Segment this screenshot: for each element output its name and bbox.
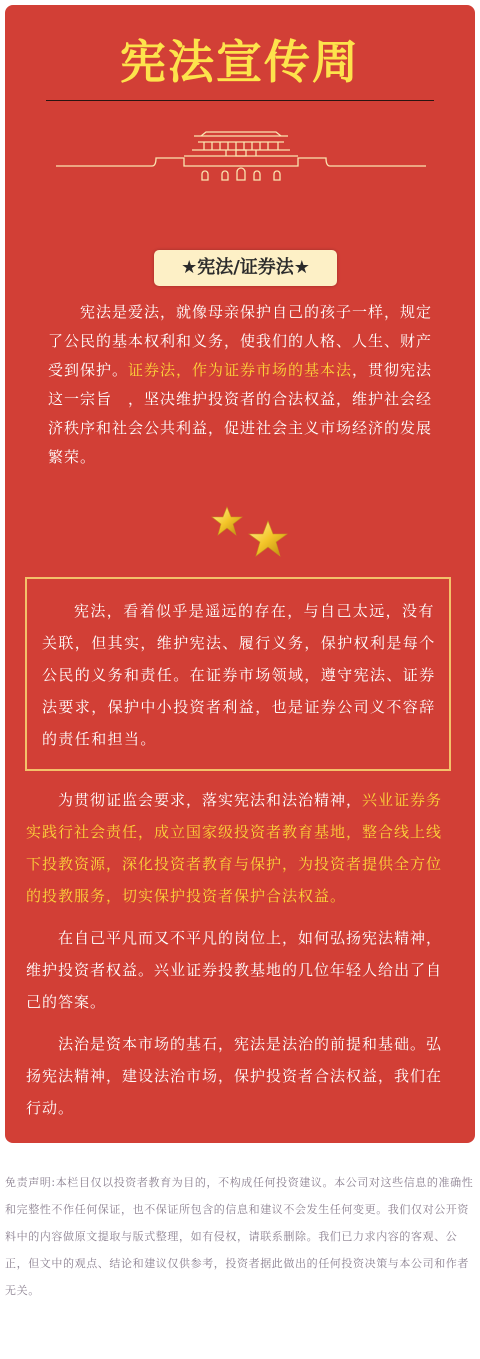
body-1-highlight: 兴业证券务实践行社会责任，成立国家级投资者教育基地，整合线上线下投教资源，深化投资者教育与保护，为投资者提供全方位的投教服务，切实保护投资者保护合法权益。 <box>26 791 443 905</box>
intro-text-b: ，贯彻宪法这一宗旨 ，坚决维护投资者的合法权益，维护社会经济秩序和社会公共利益，促进社会主义市场经济的发展繁荣。 <box>48 361 433 466</box>
tiananmen-gate-icon <box>56 128 426 184</box>
page-title: 宪法宣传周 <box>120 35 360 89</box>
section-tag: ★宪法/证券法★ <box>154 250 337 286</box>
quote-text: 宪法，看着似乎是遥远的存在，与自己太远，没有关联，但其实，维护宪法、履行义务，保护权利是每个公民的义务和责任。在证券市场领域，遵守宪法、证券法要求，保护中小投资者利益，也是证券公司义不容辞的责任和担当。 <box>42 602 436 748</box>
body-paragraph-2 <box>26 922 456 1018</box>
disclaimer-text: 免责声明:本栏目仅以投资者教育为目的，不构成任何投资建议。本公司对这些信息的准确性和完整性不作任何保证，也不保证所包含的信息和建议不会发生任何变更。我们仅对公开资料中的内容做原文提取与版式整理，如有侵权，请联系删除。我们已力求内容的客观、公正，但文中的观点、结论和建议仅供参考，投资者据此做出的任何投资决策与本公司和作者无关。 <box>5 1176 474 1297</box>
body-paragraph-1 <box>26 784 456 912</box>
intro-highlight: 证券法，作为证券市场的基本法 <box>128 361 353 379</box>
body-1-text: 为贯彻证监会要求，落实宪法和法治精神， <box>58 791 363 809</box>
gold-star-icon <box>210 505 290 565</box>
title-divider <box>46 100 434 101</box>
body-2-text: 在自己平凡而又不平凡的岗位上，如何弘扬宪法精神，维护投资者权益。兴业证券投教基地的几位年轻人给出了自己的答案。 <box>26 929 443 1011</box>
body-paragraph-3 <box>26 1028 456 1124</box>
intro-text-a: 宪法是爱法，就像母亲保护自己的孩子一样，规定了公民的基本权利和义务，使我们的人格、人生、财产受到保护。 <box>48 303 433 379</box>
quote-paragraph <box>42 595 438 755</box>
intro-paragraph <box>48 298 438 472</box>
body-3-text: 法治是资本市场的基石，宪法是法治的前提和基础。弘扬宪法精神，建设法治市场，保护投资者合法权益，我们在行动。 <box>26 1035 443 1117</box>
